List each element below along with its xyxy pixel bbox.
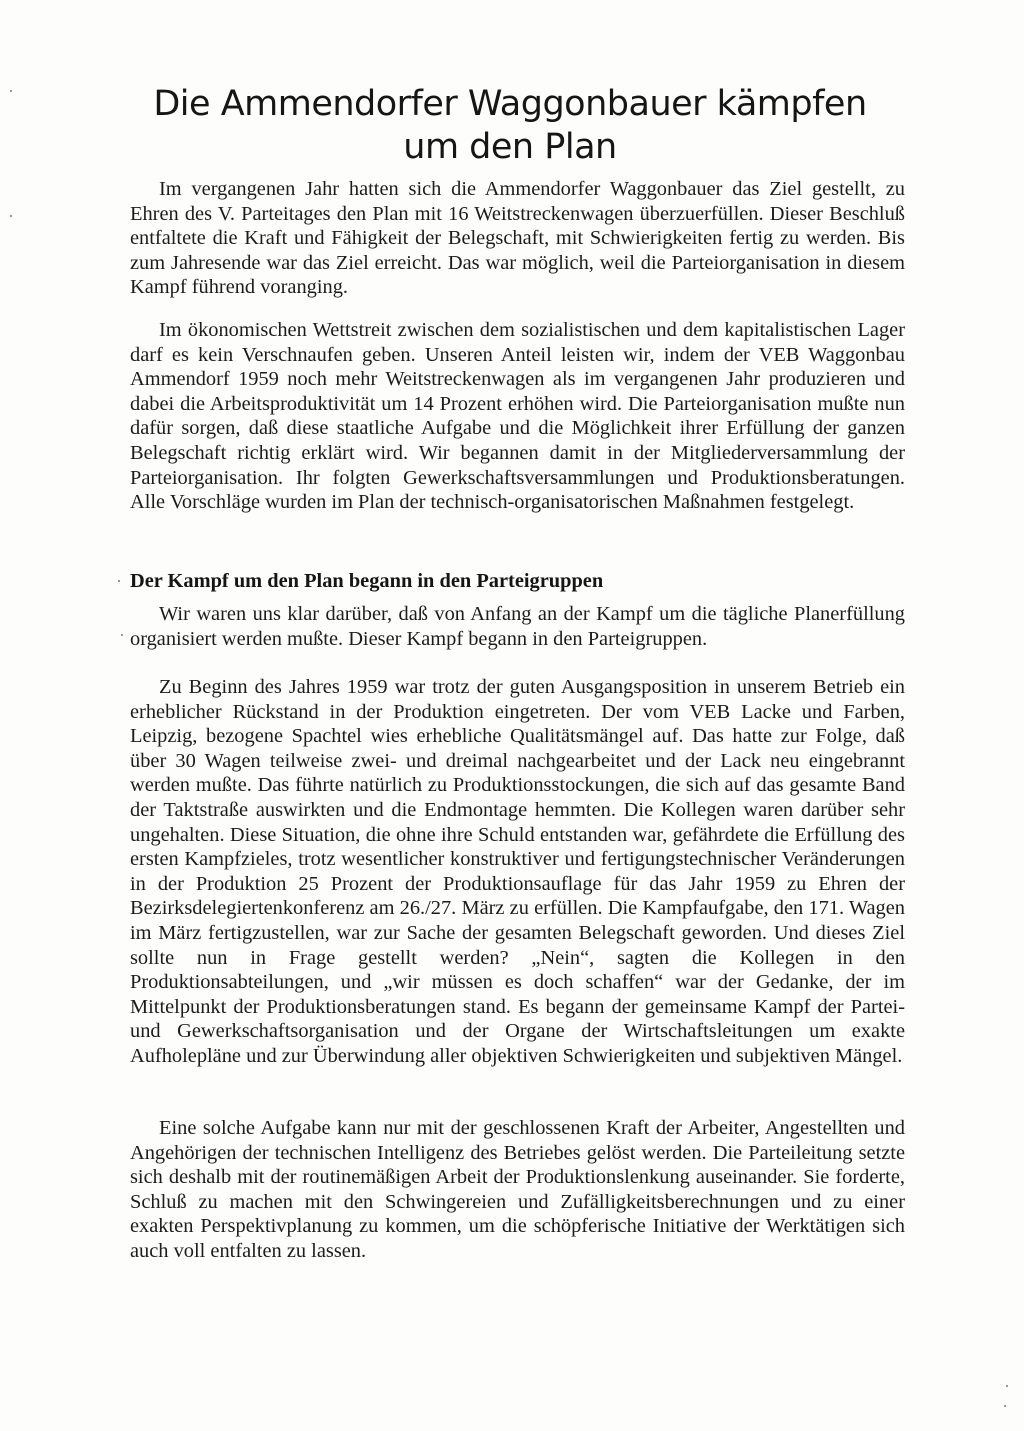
- paragraph-3-text: Wir waren uns klar darüber, daß von Anfang an der Kampf um die tägliche Planerfüllung organisiert werden mußte. Dieser Kampf begann in den Parteigruppen.: [130, 603, 905, 650]
- paragraph-1: [130, 177, 905, 300]
- paragraph-4-text: Zu Beginn des Jahres 1959 war trotz der guten Ausgangsposition in unserem Betrieb ein erheblicher Rückstand in der Produktion eingetreten. Der vom VEB Lacke und Farben, Leipzig, bezogene Spachtel wies erhebliche Qualitätsmängel auf. Das hatte zur Folge, daß über 30 Wagen teilweise zwei- und dreimal nachgearbeitet und der Lack neu eingebrannt werden mußte. Das führte natürlich zu Produktionsstockungen, die sich auf das gesamte Band der Taktstraße auswirkten und die Endmontage hemmten. Die Kollegen waren darüber sehr ungehalten. Diese Situation, die ohne ihre Schuld entstanden war, gefährdete die Erfüllung des ersten Kampfzieles, trotz wesentlicher konstruktiver und fertigungstechnischer Veränderungen in der Produktion 25 Prozent der Produktionsauflage für das Jahr 1959 zu Ehren der Bezirksdelegiertenkonferenz am 26./27. März zu erfüllen. Die Kampfaufgabe, den 171. Wagen im März fertigzustellen, war zur Sache der gesamten Belegschaft geworden. Und dieses Ziel sollte nun in Frage gestellt werden? „Nein“, sagten die Kollegen in den Produktionsabteilungen, und „wir müssen es doch schaffen“ war der Gedanke, der im Mittelpunkt der Produktionsberatungen stand. Es begann der gemeinsame Kampf der Partei- und Gewerkschaftsorganisation und der Organe der Wirtschaftsleitungen um exakte Aufholepläne und zur Überwindung aller objektiven Schwierigkeiten und subjektiven Mängel.: [130, 676, 905, 1067]
- section-heading: Der Kampf um den Plan begann in den Parteigruppen: [130, 570, 604, 592]
- scan-speck: [1004, 1405, 1006, 1407]
- scan-speck: [10, 215, 12, 217]
- paragraph-5-text: Eine solche Aufgabe kann nur mit der geschlossenen Kraft der Arbeiter, Angestellten und Angehörigen der technischen Intelligenz des Betriebes gelöst werden. Die Parteileitung setzte sich deshalb mit der routinemäßigen Arbeit der Produktionslenkung auseinander. Sie forderte, Schluß zu machen mit den Schwingereien und Zufälligkeitsberechnungen und zu einer exakten Perspektivplanung zu kommen, um die schöpferische Initiative der Werktätigen sich auch voll entfalten zu lassen.: [130, 1117, 905, 1262]
- title-line-1: Die Ammendorfer Waggonbauer kämpfen: [153, 84, 867, 124]
- paragraph-5: [130, 1116, 905, 1264]
- paragraph-1-text: Im vergangenen Jahr hatten sich die Ammendorfer Waggonbauer das Ziel gestellt, zu Ehren des V. Parteitages den Plan mit 16 Weitstreckenwagen überzuerfüllen. Dieser Beschluß entfaltete die Kraft und Fähigkeit der Belegschaft, mit Schwierigkeiten fertig zu werden. Bis zum Jahresende war das Ziel erreicht. Das war möglich, weil die Parteiorganisation in diesem Kampf führend voranging.: [130, 178, 905, 299]
- paragraph-2: [130, 318, 905, 515]
- paragraph-4: [130, 675, 905, 1069]
- paragraph-3: [130, 602, 905, 651]
- paragraph-2-text: Im ökonomischen Wettstreit zwischen dem sozialistischen und dem kapitalistischen Lager darf es kein Verschnaufen geben. Unseren Anteil leisten wir, indem der VEB Waggonbau Ammendorf 1959 noch mehr Weitstreckenwagen als im vergangenen Jahr produzieren und dabei die Arbeitsproduktivität um 14 Prozent erhöhen wird. Die Parteiorganisation mußte nun dafür sorgen, daß diese staatliche Aufgabe und die Möglichkeit ihrer Erfüllung der ganzen Belegschaft richtig erklärt wird. Wir begannen damit in der Mitgliederversammlung der Parteiorganisation. Ihr folgten Gewerkschaftsversammlungen und Produktionsberatungen. Alle Vorschläge wurden im Plan der technisch-organisatorischen Maßnahmen festgelegt.: [130, 319, 905, 514]
- title-line-2: um den Plan: [403, 127, 617, 167]
- scan-speck: [118, 580, 120, 582]
- scan-speck: [10, 90, 12, 92]
- scan-speck: [121, 634, 123, 636]
- scan-speck: [1006, 1385, 1008, 1387]
